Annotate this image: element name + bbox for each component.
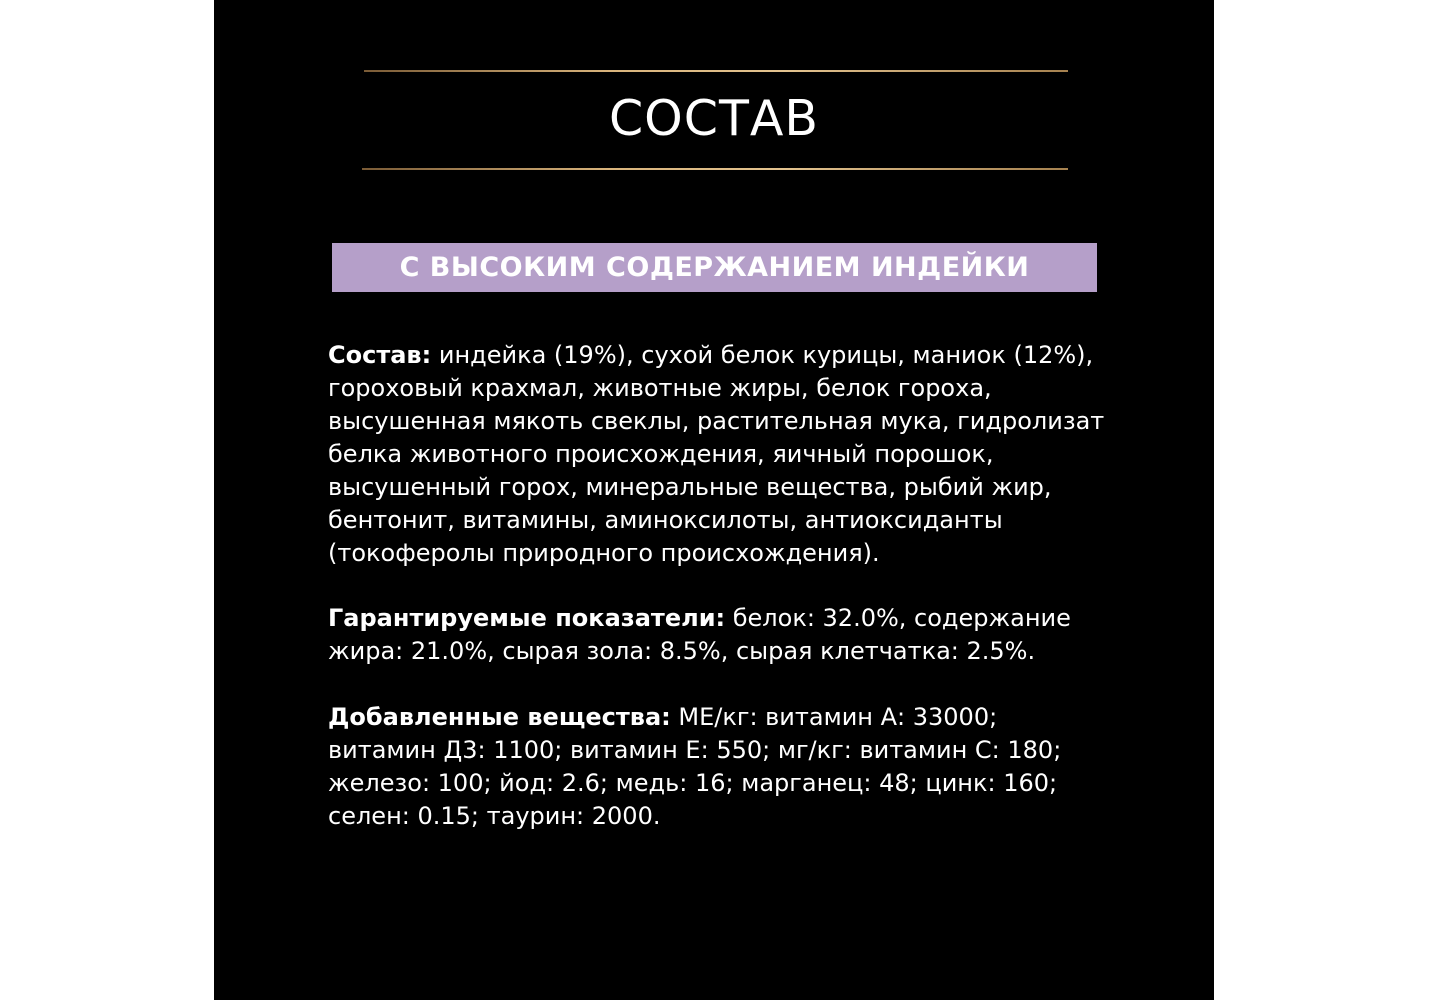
highlight-banner: С ВЫСОКИМ СОДЕРЖАНИЕМ ИНДЕЙКИ bbox=[332, 243, 1097, 292]
composition-paragraph bbox=[328, 339, 1108, 570]
guaranteed-text: белок: 32.0%, содержание жира: 21.0%, сырая зола: 8.5%, сырая клетчатка: 2.5%. bbox=[328, 604, 1071, 665]
additives-text: МЕ/кг: витамин А: 33000; витамин Д3: 1100; витамин Е: 550; мг/кг: витамин С: 180; железо: 100; йод: 2.6; медь: 16; марганец: 48; цинк: 160; селен: 0.15; таурин: 2000. bbox=[328, 703, 1062, 830]
bottom-gold-divider bbox=[362, 168, 1068, 170]
additives-label: Добавленные вещества: bbox=[328, 703, 671, 731]
additives-paragraph bbox=[328, 701, 1108, 833]
composition-label: Состав: bbox=[328, 341, 432, 369]
top-gold-divider bbox=[364, 70, 1068, 72]
page-title: СОСТАВ bbox=[608, 90, 820, 147]
guaranteed-label: Гарантируемые показатели: bbox=[328, 604, 726, 632]
guaranteed-analysis-paragraph bbox=[328, 602, 1108, 668]
composition-text: индейка (19%), сухой белок курицы, маниок (12%), гороховый крахмал, животные жиры, белок гороха, высушенная мякоть свеклы, растительная мука, гидролизат белка животного происхождения, яичный порошок, высушенный горох, минеральные вещества, рыбий жир, бентонит, витамины, аминоксилоты, антиоксиданты (токоферолы природного происхождения). bbox=[328, 341, 1105, 567]
composition-panel bbox=[214, 0, 1214, 1000]
